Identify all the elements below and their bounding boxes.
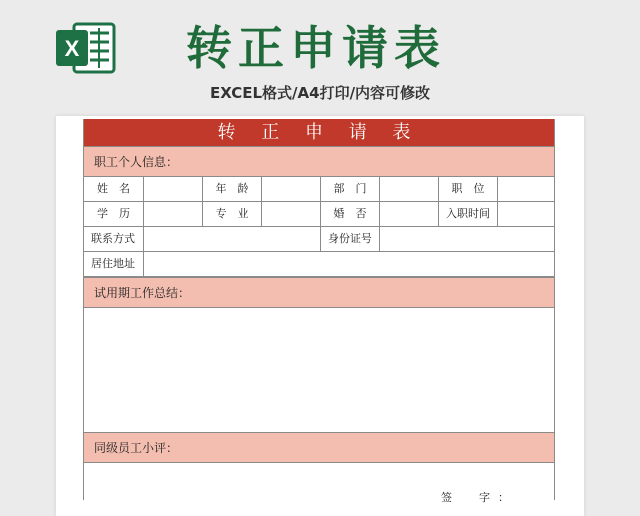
input-marital-status[interactable] xyxy=(380,202,439,226)
section-personal-info: 职工个人信息： xyxy=(84,146,554,177)
label-id-number: 身份证号 xyxy=(321,227,380,251)
table-row xyxy=(84,227,554,252)
table-row xyxy=(84,177,554,202)
form-sheet xyxy=(83,119,555,504)
input-age[interactable] xyxy=(262,177,321,201)
table-row xyxy=(84,252,554,277)
table-row xyxy=(84,202,554,227)
label-department: 部 门 xyxy=(321,177,380,201)
label-education: 学 历 xyxy=(84,202,144,226)
input-department[interactable] xyxy=(380,177,439,201)
label-contact: 联系方式 xyxy=(84,227,144,251)
input-contact[interactable] xyxy=(144,227,321,251)
probation-summary-area[interactable] xyxy=(84,308,554,432)
label-age: 年 龄 xyxy=(203,177,262,201)
input-position[interactable] xyxy=(498,177,554,201)
input-name[interactable] xyxy=(144,177,203,201)
page-subtitle: EXCEL格式/A4打印/内容可修改 xyxy=(209,84,431,102)
input-major[interactable] xyxy=(262,202,321,226)
excel-icon xyxy=(54,20,116,76)
section-peer-review: 同级员工小评： xyxy=(84,432,554,463)
label-marital-status: 婚 否 xyxy=(321,202,380,226)
label-position: 职 位 xyxy=(439,177,498,201)
page-title: 转正申请表 xyxy=(186,21,446,75)
label-major: 专 业 xyxy=(203,202,262,226)
input-address[interactable] xyxy=(144,252,554,276)
label-address: 居住地址 xyxy=(84,252,144,276)
input-hire-date[interactable] xyxy=(498,202,554,226)
header xyxy=(0,0,640,110)
label-name: 姓 名 xyxy=(84,177,144,201)
input-education[interactable] xyxy=(144,202,203,226)
signature-label: 签 字： xyxy=(441,491,517,504)
form-title: 转 正 申 请 表 xyxy=(84,119,554,146)
input-id-number[interactable] xyxy=(380,227,554,251)
excel-logo-letter: X xyxy=(64,36,80,61)
label-hire-date: 入职时间 xyxy=(439,202,498,226)
section-probation-summary: 试用期工作总结： xyxy=(84,277,554,308)
